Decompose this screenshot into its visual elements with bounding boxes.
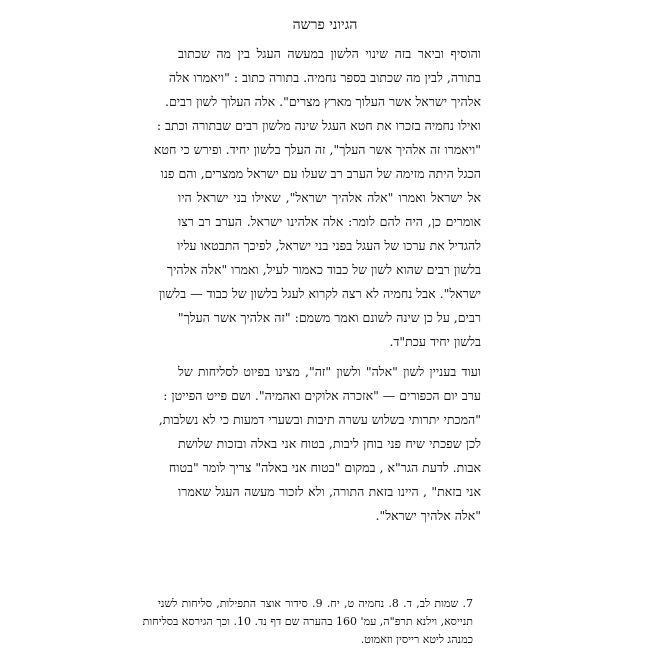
body-text — [153, 42, 481, 528]
text-line: אבות. לדעת הגר"א , במקום "בטוח אני באלה" צריך לומר "בטוח — [168, 460, 481, 475]
text-line: "המכתי יתרותי בשלוש עשרה תיבות ובשערי דמעות כי לא נשלבות, — [158, 412, 481, 427]
footnote-line: 7. שמות לב, ד. 8. נחמיה ט, יח. 9. סידור אוצר התפילות, סליחות לשני — [158, 597, 473, 610]
text-line: בתורה, לבין מה שכתוב בספר נחמיה. בתורה כתוב : "ויאמרו אלה — [168, 70, 481, 85]
text-line: אל ישראל ואמרו "אלה אלהיך ישראל", שאילו בני ישראל היו — [178, 190, 481, 205]
text-line: בלשון רבים שהוא לשון של כבוד כאמור לעיל, ואמרו "אלה אלהיך — [166, 262, 481, 277]
paragraph-2 — [158, 360, 481, 528]
text-line: אלהיך ישראל אשר העלוך מארץ מצרים". אלה העלוך לשון רבים. — [164, 94, 481, 109]
footnotes — [142, 595, 473, 649]
text-line: והוסיף וביאר בזה שינוי הלשון במעשה העגל בין מה שכתוב — [178, 46, 481, 61]
footnote-line: תנייסא, וילנא תרפ"ה, עמ' 160 בהערה שם דף נד. 10. וכך הגירסא בסליחות — [142, 615, 473, 628]
text-line: רבים, על כן שינה לשונם ואמר משמם: "זה אלהיך אשר העלך" — [177, 310, 481, 325]
text-line: אני בזאת" , היינו בזאת התורה, ולא לזכור מעשה העגל שאמרו — [178, 484, 481, 499]
text-line: ישראל". אבל נחמיה לא רצה לקרוא לעגל בלשון של כבוד — בלשון — [158, 286, 481, 301]
text-line: אומרים כן, היה להם לומר: אלה אלהינו ישראל. הערב רב רצו — [178, 214, 481, 229]
text-line: הכגל היתה מזימה של הערב רב שעלו עם ישראל ממצרים, והם פנו — [160, 166, 481, 181]
text-line: ערב יום הכפורים — "אזכרה אלוקים ואהמיה". ושם פייט הפייטן : — [163, 388, 481, 403]
footnote-line: כמנהג ליטא רייסין וזאמוט. — [360, 633, 473, 646]
text-line: ועוד בעניין לשון "אלה" ולשון "זה", מצינו בפיוט לסליחות של — [178, 364, 481, 379]
text-line: "אלה אלהיך ישראל". — [375, 508, 481, 523]
text-line: ואילו נחמיה בזכרו את חטא העגל שינה מלשון רבים שבתורה וכתב : — [156, 118, 481, 133]
text-line: "ויאמרו זה אלהיך אשר העלך", זה העלך בלשון יחיד. ופירש כי חטא — [153, 142, 481, 157]
text-line: לכן שפכתי שיח פני בוחן ליבות, בטוח אני באלה ובזכות שלושת — [178, 436, 481, 451]
running-head: הגיוני פרשה — [292, 17, 358, 33]
text-line: להגדיל את ערכו של העגל בפני בני ישראל, לפיכך התבטאו עליו — [177, 238, 481, 253]
paragraph-1 — [153, 42, 481, 354]
text-line: בלשון יחיד עכת"ד. — [389, 334, 481, 349]
